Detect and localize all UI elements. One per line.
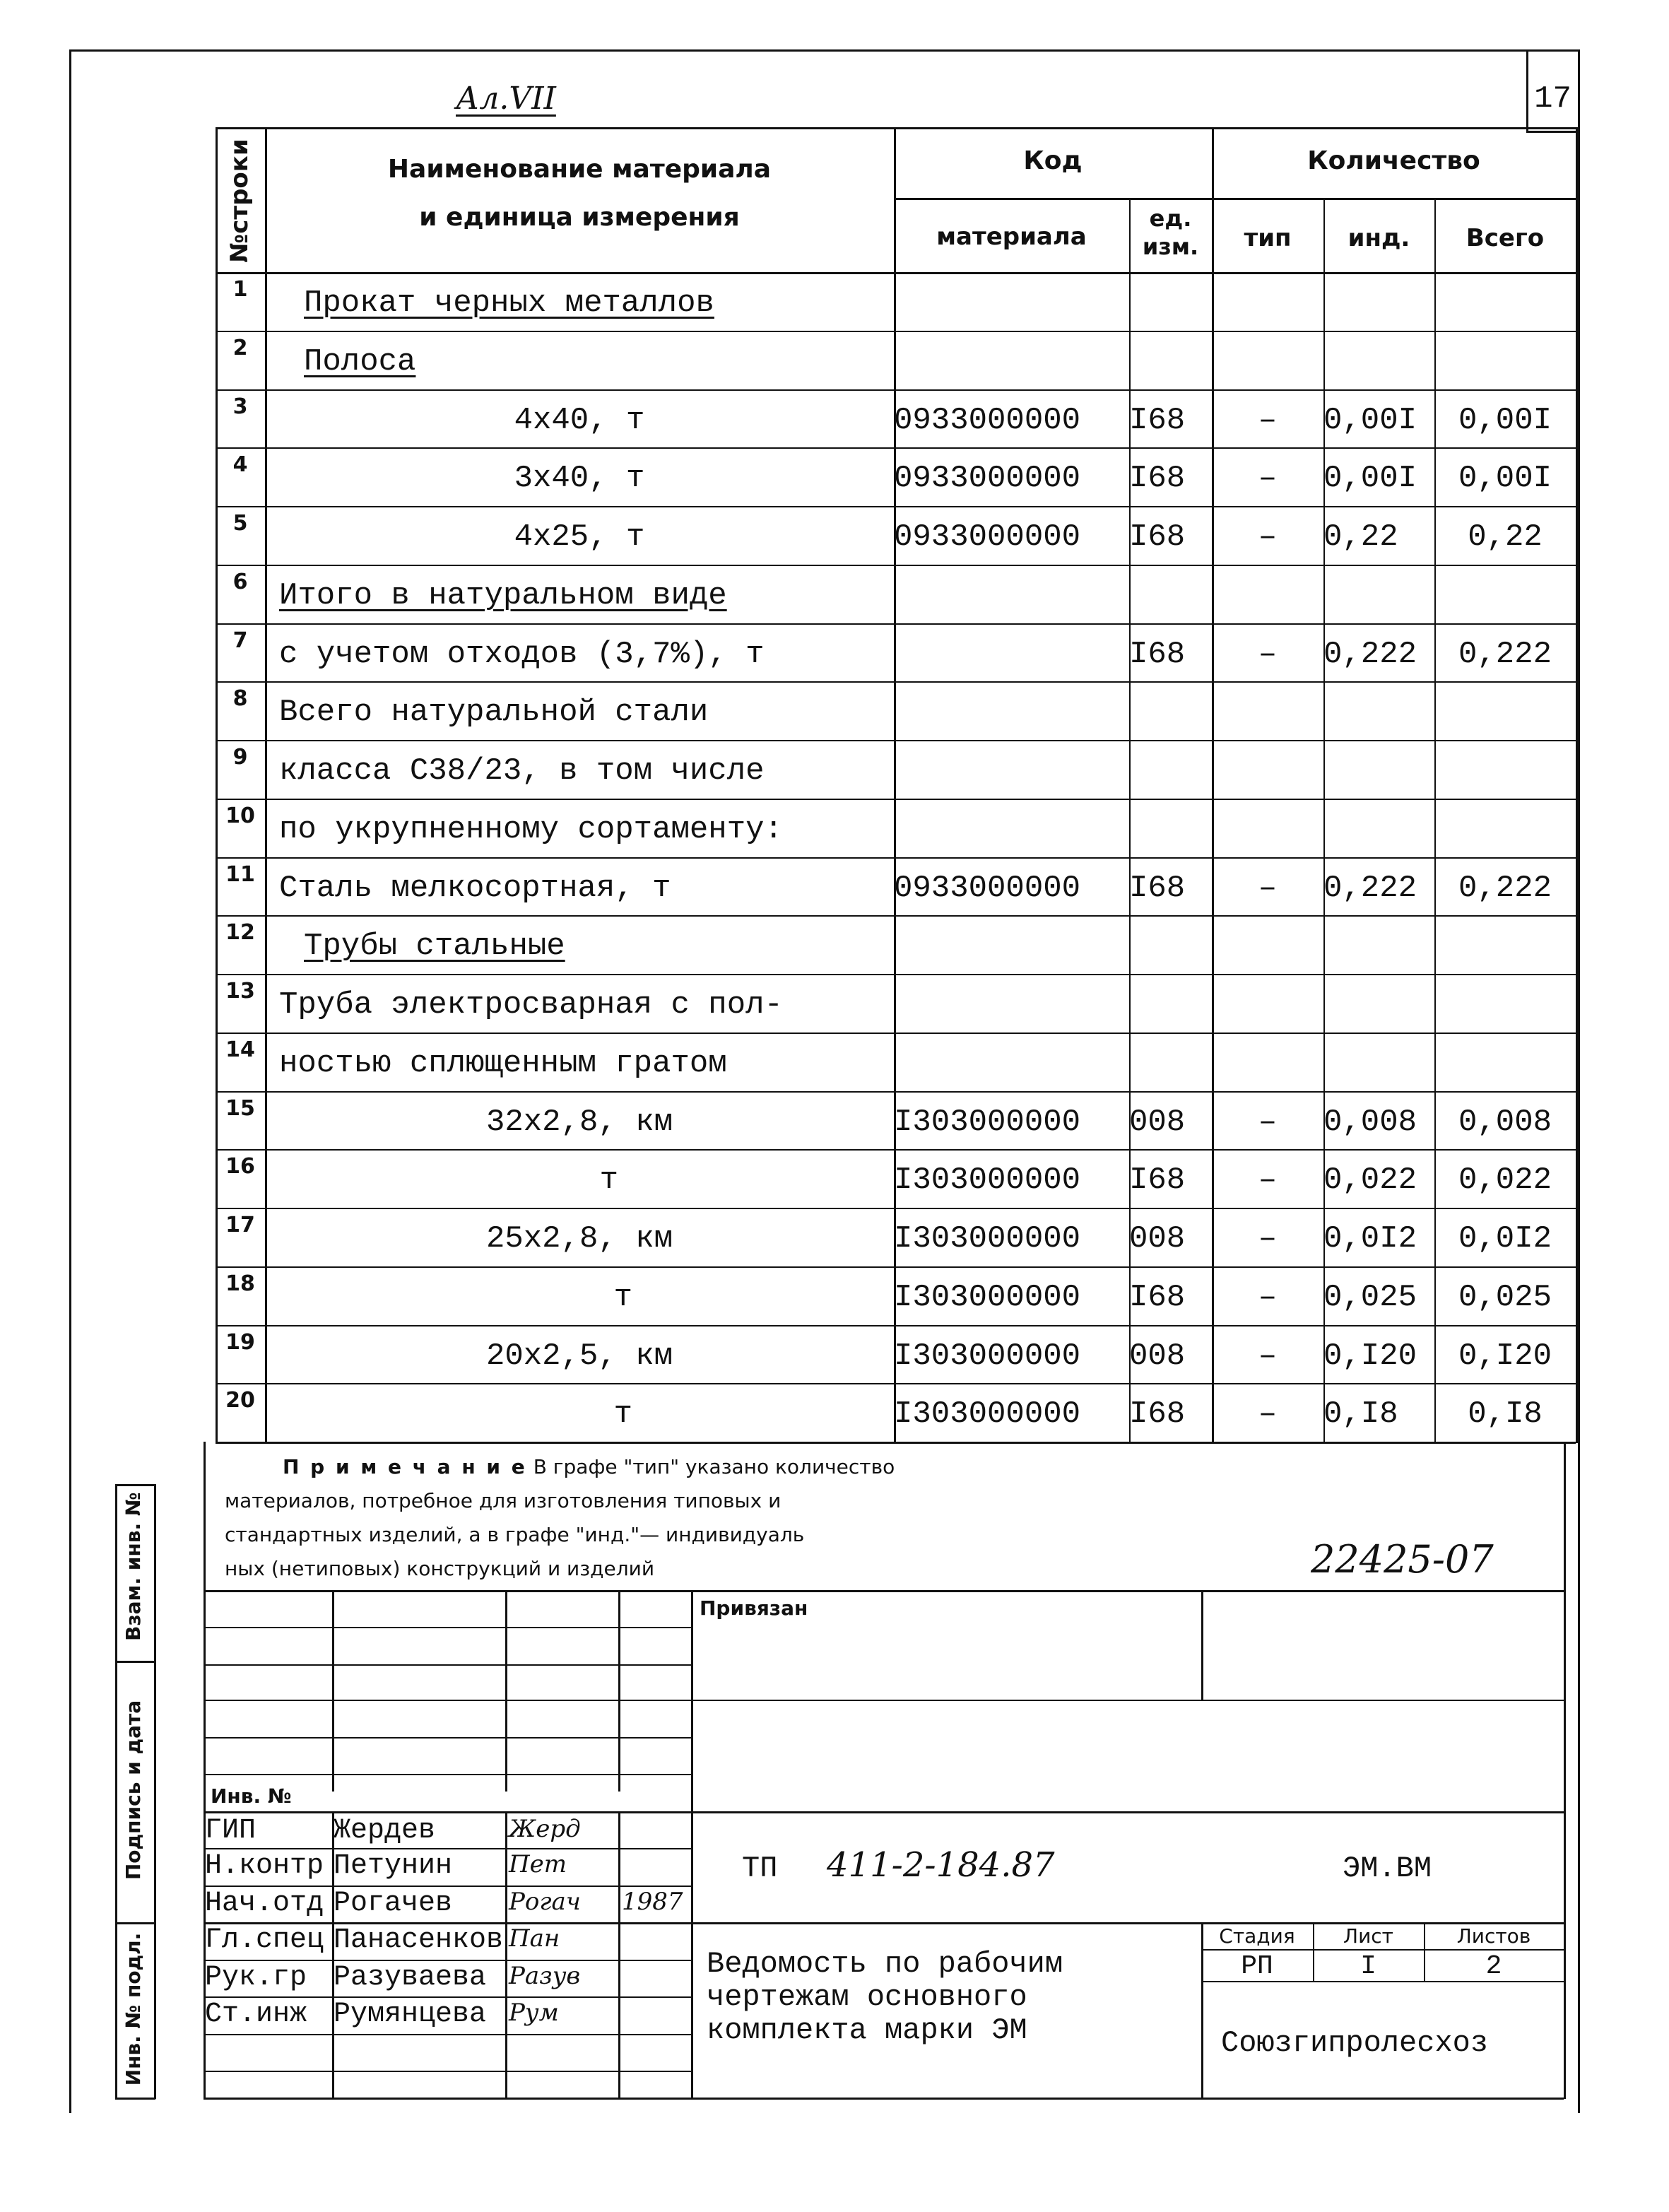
row-number: 9 <box>232 745 248 770</box>
row-unit: I68 <box>1129 1279 1186 1315</box>
project-prefix: ТП <box>742 1852 778 1886</box>
row-separator <box>216 799 1576 800</box>
staff-signature: Жерд <box>509 1815 581 1843</box>
row-unit: 008 <box>1129 1338 1186 1374</box>
row-type: – <box>1258 1279 1278 1315</box>
row-code: 0933000000 <box>894 870 1081 906</box>
header-name-line1: Наименование материала <box>387 155 772 184</box>
sheets-label: Листов <box>1456 1924 1531 1948</box>
row-name: 32х2,8, км <box>485 1104 673 1140</box>
row-separator <box>216 623 1576 625</box>
row-separator <box>216 1266 1576 1268</box>
row-ind: 0,0I2 <box>1323 1221 1417 1257</box>
tb-col-c <box>505 1590 507 1792</box>
tb-col-f <box>1201 1590 1203 1700</box>
staff-role: Гл.спец <box>205 1924 324 1956</box>
row-separator <box>216 681 1576 683</box>
row-number: 18 <box>225 1271 255 1296</box>
tb-col-g <box>1564 1442 1566 2099</box>
row-type: – <box>1258 519 1278 555</box>
row-type: – <box>1258 461 1278 497</box>
row-name: 20х2,5, км <box>485 1338 673 1374</box>
row-separator <box>216 331 1576 332</box>
row-name: Прокат черных металлов <box>304 286 714 321</box>
row-name: 4х40, т <box>514 402 645 438</box>
note-line4: ных (нетиповых) конструкций и изделий <box>225 1557 655 1580</box>
tb-stage-line1 <box>1201 1949 1564 1951</box>
row-unit: I68 <box>1129 870 1186 906</box>
tb-col-e <box>691 1590 693 2099</box>
staff-signature: Пет <box>509 1850 567 1878</box>
row-name: 3х40, т <box>514 461 645 497</box>
row-unit: I68 <box>1129 1396 1186 1432</box>
project-code: 411-2-184.87 <box>827 1845 1055 1885</box>
row-separator <box>216 389 1576 391</box>
row-code: I303000000 <box>894 1338 1081 1374</box>
sheet-value: I <box>1360 1951 1376 1982</box>
row-separator <box>216 915 1576 917</box>
note-lead: П р и м е ч а н и е <box>283 1455 527 1478</box>
staff-name: Петунин <box>334 1850 453 1882</box>
row-separator <box>216 740 1576 741</box>
sheets-value: 2 <box>1485 1951 1502 1982</box>
side-label-replace: Взам. инв. № <box>122 1492 145 1641</box>
row-type: – <box>1258 636 1278 672</box>
row-separator <box>216 1149 1576 1151</box>
frame-left <box>69 49 71 2113</box>
staff-signature: Пан <box>509 1924 560 1953</box>
side-margin-left <box>115 1484 117 2099</box>
header-row-no: №строки <box>225 139 254 263</box>
tb-line-6 <box>204 1811 1564 1813</box>
tb-col-d2 <box>618 1811 620 2098</box>
row-ind: 0,008 <box>1323 1104 1417 1140</box>
row-type: – <box>1258 870 1278 906</box>
staff-date: 1987 <box>622 1888 683 1916</box>
row-type: – <box>1258 1396 1278 1432</box>
stage-value: РП <box>1241 1951 1273 1982</box>
row-total: 0,0I2 <box>1458 1221 1552 1257</box>
staff-name: Румянцева <box>334 1999 487 2030</box>
row-type: – <box>1258 1338 1278 1374</box>
header-code: Код <box>1023 146 1083 175</box>
row-total: 0,00I <box>1458 402 1552 438</box>
row-name: Сталь мелкосортная, т <box>279 870 671 906</box>
row-name: Труба электросварная с пол- <box>279 987 783 1023</box>
row-total: 0,I20 <box>1458 1338 1552 1374</box>
staff-signature: Рогач <box>509 1888 581 1916</box>
header-ind: инд. <box>1347 224 1410 252</box>
sheet-label: Лист <box>1343 1924 1393 1948</box>
row-unit: I68 <box>1129 402 1186 438</box>
row-name: Всего натуральной стали <box>279 695 709 731</box>
row-number: 15 <box>225 1095 255 1121</box>
title-line1: Ведомость по рабочим <box>707 1947 1063 1981</box>
row-separator <box>216 974 1576 975</box>
organization: Союзгипролесхоз <box>1221 2026 1489 2060</box>
row-number: 4 <box>232 452 248 478</box>
row-code: 0933000000 <box>894 402 1081 438</box>
inv-no-label: Инв. № <box>211 1784 292 1808</box>
side-label-inv: Инв. № подл. <box>122 1932 145 2086</box>
subheader-line <box>894 198 1576 200</box>
side-margin-right <box>154 1484 156 2099</box>
row-name: Трубы стальные <box>304 929 565 965</box>
row-ind: 0,00I <box>1323 402 1417 438</box>
staff-role: Рук.гр <box>205 1962 307 1994</box>
row-unit: I68 <box>1129 461 1186 497</box>
row-type: – <box>1258 1163 1278 1199</box>
row-total: 0,I8 <box>1468 1396 1543 1432</box>
tb-col-d <box>618 1590 620 1792</box>
frame-right <box>1578 49 1580 2113</box>
row-separator <box>216 1208 1576 1209</box>
staff-signature: Разув <box>509 1962 581 1990</box>
row-number: 8 <box>232 686 248 712</box>
row-number: 13 <box>225 979 255 1004</box>
row-number: 2 <box>232 335 248 360</box>
row-code: I303000000 <box>894 1279 1081 1315</box>
row-number: 6 <box>232 569 248 594</box>
staff-name: Рогачев <box>334 1888 453 1919</box>
row-ind: 0,222 <box>1323 870 1417 906</box>
row-name: класса С38/23, в том числе <box>279 753 765 789</box>
row-separator <box>216 1091 1576 1093</box>
row-name: Итого в натуральном виде <box>279 577 727 613</box>
tb-col-c2 <box>505 1811 507 2098</box>
row-unit: I68 <box>1129 519 1186 555</box>
row-ind: 0,I8 <box>1323 1396 1398 1432</box>
row-name: 4х25, т <box>514 519 645 555</box>
row-type: – <box>1258 1104 1278 1140</box>
staff-signature: Рум <box>509 1999 559 2027</box>
row-number: 1 <box>232 277 248 302</box>
row-number: 16 <box>225 1154 255 1179</box>
row-number: 10 <box>225 803 255 828</box>
staff-name: Разуваева <box>334 1962 487 1994</box>
row-separator <box>216 447 1576 449</box>
row-unit: 008 <box>1129 1221 1186 1257</box>
row-separator <box>216 565 1576 566</box>
header-unit-line2: изм. <box>1142 233 1199 260</box>
frame-top <box>69 49 1578 52</box>
tb-line-bottom <box>204 2098 1564 2100</box>
row-separator <box>216 1383 1576 1384</box>
header-unit-line1: ед. <box>1149 205 1192 232</box>
header-material: материала <box>936 223 1087 251</box>
row-number: 3 <box>232 394 248 419</box>
title-line3: комплекта марки ЭМ <box>707 2013 1027 2047</box>
row-number: 17 <box>225 1213 255 1237</box>
row-separator <box>216 857 1576 859</box>
row-type: – <box>1258 1221 1278 1257</box>
header-quantity: Количество <box>1307 146 1480 175</box>
privyazan-label: Привязан <box>700 1596 808 1620</box>
row-total: 0,022 <box>1458 1163 1552 1199</box>
tb-col-b <box>332 1590 334 1792</box>
row-total: 0,025 <box>1458 1279 1552 1315</box>
tb-line-0 <box>204 1590 1564 1592</box>
row-code: I303000000 <box>894 1221 1081 1257</box>
row-number: 7 <box>232 628 248 653</box>
page-number-box-bottom <box>1526 131 1579 133</box>
staff-name: Жердев <box>334 1815 436 1847</box>
title-line2: чертежам основного <box>707 1980 1027 2014</box>
side-margin-top <box>115 1484 155 1486</box>
mark: ЭМ.ВМ <box>1343 1852 1432 1886</box>
staff-role: ГИП <box>205 1815 256 1847</box>
row-unit: I68 <box>1129 1163 1186 1199</box>
row-number: 14 <box>225 1037 255 1062</box>
row-ind: 0,222 <box>1323 636 1417 672</box>
row-separator <box>216 1325 1576 1326</box>
row-code: I303000000 <box>894 1104 1081 1140</box>
row-code: 0933000000 <box>894 461 1081 497</box>
side-margin-div1 <box>115 1661 155 1663</box>
row-separator <box>216 506 1576 507</box>
staff-role: Н.контр <box>205 1850 324 1882</box>
row-number: 19 <box>225 1329 255 1355</box>
note-line3: стандартных изделий, а в графе "инд."— индивидуаль <box>225 1523 805 1546</box>
row-code: I303000000 <box>894 1396 1081 1432</box>
sheet-ref-handwritten: Ал.VII <box>456 81 556 117</box>
row-name: с учетом отходов (3,7%), т <box>279 636 765 672</box>
row-code: I303000000 <box>894 1163 1081 1199</box>
col-total-left <box>1434 198 1436 1443</box>
row-name: т <box>599 1163 618 1199</box>
col-right <box>1576 127 1578 1443</box>
side-margin-bottom <box>115 2098 155 2100</box>
note-line1 <box>283 1457 895 1477</box>
row-ind: 0,I20 <box>1323 1338 1417 1374</box>
row-name: т <box>613 1279 632 1315</box>
header-name-line2: и единица измерения <box>419 203 740 232</box>
note-line1-text: В графе "тип" указано количество <box>533 1455 895 1478</box>
tb-line-2b <box>691 1700 1564 1701</box>
row-ind: 0,025 <box>1323 1279 1417 1315</box>
row-name: по укрупненному сортаменту: <box>279 811 783 847</box>
row-ind: 0,00I <box>1323 461 1417 497</box>
row-code: 0933000000 <box>894 519 1081 555</box>
row-ind: 0,22 <box>1323 519 1398 555</box>
row-unit: I68 <box>1129 636 1186 672</box>
row-number: 5 <box>232 511 248 536</box>
row-type: – <box>1258 402 1278 438</box>
row-total: 0,22 <box>1468 519 1543 555</box>
staff-role: Ст.инж <box>205 1999 307 2030</box>
header-total: Всего <box>1465 224 1545 252</box>
staff-role: Нач.отд <box>205 1888 324 1919</box>
row-unit: 008 <box>1129 1104 1186 1140</box>
row-separator <box>216 1033 1576 1034</box>
row-number: 11 <box>225 861 255 887</box>
row-ind: 0,022 <box>1323 1163 1417 1199</box>
page-number-box-left <box>1526 49 1528 131</box>
doc-number-handwritten: 22425-07 <box>1311 1537 1494 1582</box>
row-total: 0,222 <box>1458 870 1552 906</box>
page-number: 17 <box>1534 81 1571 117</box>
row-name: ностью сплющенным гратом <box>279 1045 727 1081</box>
side-label-signature: Подпись и дата <box>122 1700 145 1881</box>
note-line2: материалов, потребное для изготовления типовых и <box>225 1489 782 1512</box>
row-number: 12 <box>225 920 255 946</box>
row-name: Полоса <box>304 343 416 380</box>
header-type: тип <box>1244 224 1292 252</box>
stage-label: Стадия <box>1219 1924 1295 1948</box>
row-total: 0,00I <box>1458 461 1552 497</box>
col-left <box>216 127 218 1443</box>
row-total: 0,222 <box>1458 636 1552 672</box>
staff-name: Панасенков <box>334 1924 504 1956</box>
row-number: 20 <box>225 1388 255 1413</box>
row-name: т <box>613 1396 632 1432</box>
row-name: 25х2,8, км <box>485 1221 673 1257</box>
row-total: 0,008 <box>1458 1104 1552 1140</box>
